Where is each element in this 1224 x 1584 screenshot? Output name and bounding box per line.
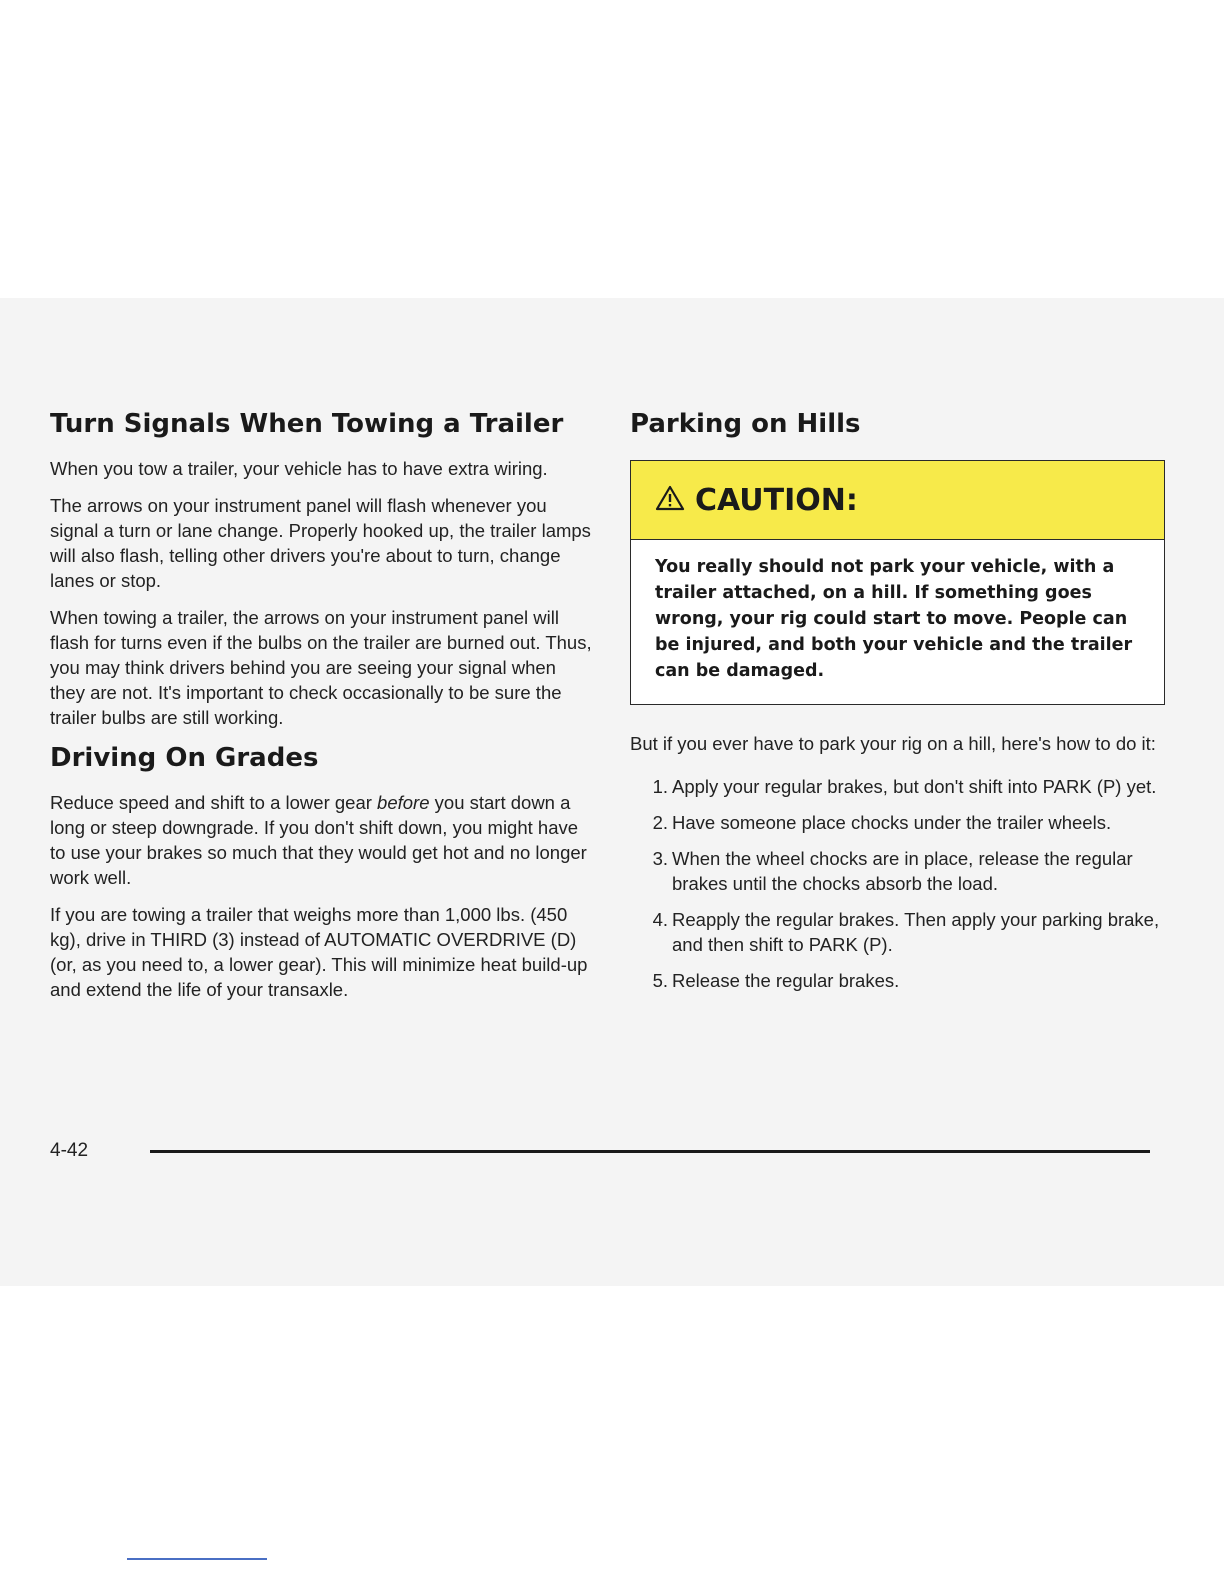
page-number: 4-42 [50, 1140, 89, 1161]
left-column [50, 408, 595, 1014]
step-number: 2. [652, 812, 668, 833]
step-number: 1. [652, 776, 668, 797]
step-text: When the wheel chocks are in place, release the regular brakes until the chocks absorb the load. [672, 848, 1133, 894]
footer-divider [150, 1150, 1150, 1153]
paragraph: When towing a trailer, the arrows on your instrument panel will flash for turns even if the bulbs on the trailer are burned out. Thus, you may think drivers behind you are seeing your signal when they are not. It's important to check occasionally to be sure the trailer bulbs are still working. [50, 607, 592, 728]
list-item [630, 968, 1165, 993]
parking-steps-list [630, 774, 1165, 993]
list-item [630, 810, 1165, 835]
text-fragment: you start down a long or steep downgrade. If you don't shift down, you might have to use your brakes so much that they would get hot and no longer work well. [50, 792, 587, 888]
list-item [630, 907, 1165, 957]
page-footer [50, 1140, 1150, 1162]
caution-body: You really should not park your vehicle, with a trailer attached, on a hill. If something goes wrong, your rig could start to move. People can be injured, and both your vehicle and the trailer can be damaged. [655, 557, 1133, 681]
caution-title: CAUTION: [695, 482, 858, 518]
section-turn-signals [50, 408, 595, 730]
paragraph-towing-weight: If you are towing a trailer that weighs more than 1,000 lbs. (450 kg), drive in THIRD (3) instead of AUTOMATIC OVERDRIVE (D) (or, as you need to, a lower gear). This will minimize heat build-up and extend the life of your transaxle. [50, 904, 588, 1000]
text-fragment: Reduce speed and shift to a lower gear [50, 792, 378, 813]
caution-header [631, 461, 1164, 540]
step-text: Reapply the regular brakes. Then apply your parking brake, and then shift to PARK (P). [672, 909, 1160, 955]
paragraph: The arrows on your instrument panel will flash whenever you signal a turn or lane change. Properly hooked up, the trailer lamps will also flash, telling other drivers you're about to turn, change lanes or stop. [50, 495, 591, 591]
step-text: Release the regular brakes. [672, 970, 900, 991]
step-text: Apply your regular brakes, but don't shift into PARK (P) yet. [672, 776, 1157, 797]
section-driving-on-grades [50, 742, 595, 1002]
step-number: 3. [652, 848, 668, 869]
step-text: Have someone place chocks under the trailer wheels. [672, 812, 1112, 833]
emphasis-before: before [377, 792, 430, 813]
parking-intro: But if you ever have to park your rig on a hill, here's how to do it: [630, 733, 1156, 754]
heading-parking-on-hills: Parking on Hills [630, 409, 861, 439]
paragraph: When you tow a trailer, your vehicle has to have extra wiring. [50, 458, 548, 479]
bottom-divider [127, 1558, 267, 1560]
warning-triangle-icon [655, 485, 685, 516]
step-number: 4. [652, 909, 668, 930]
list-item [630, 846, 1165, 896]
caution-box [630, 460, 1165, 705]
list-item [630, 774, 1165, 799]
right-column [630, 408, 1165, 1004]
paragraph-reduce-speed [50, 790, 595, 890]
step-number: 5. [652, 970, 668, 991]
heading-turn-signals: Turn Signals When Towing a Trailer [50, 409, 564, 439]
heading-driving-on-grades: Driving On Grades [50, 743, 319, 773]
